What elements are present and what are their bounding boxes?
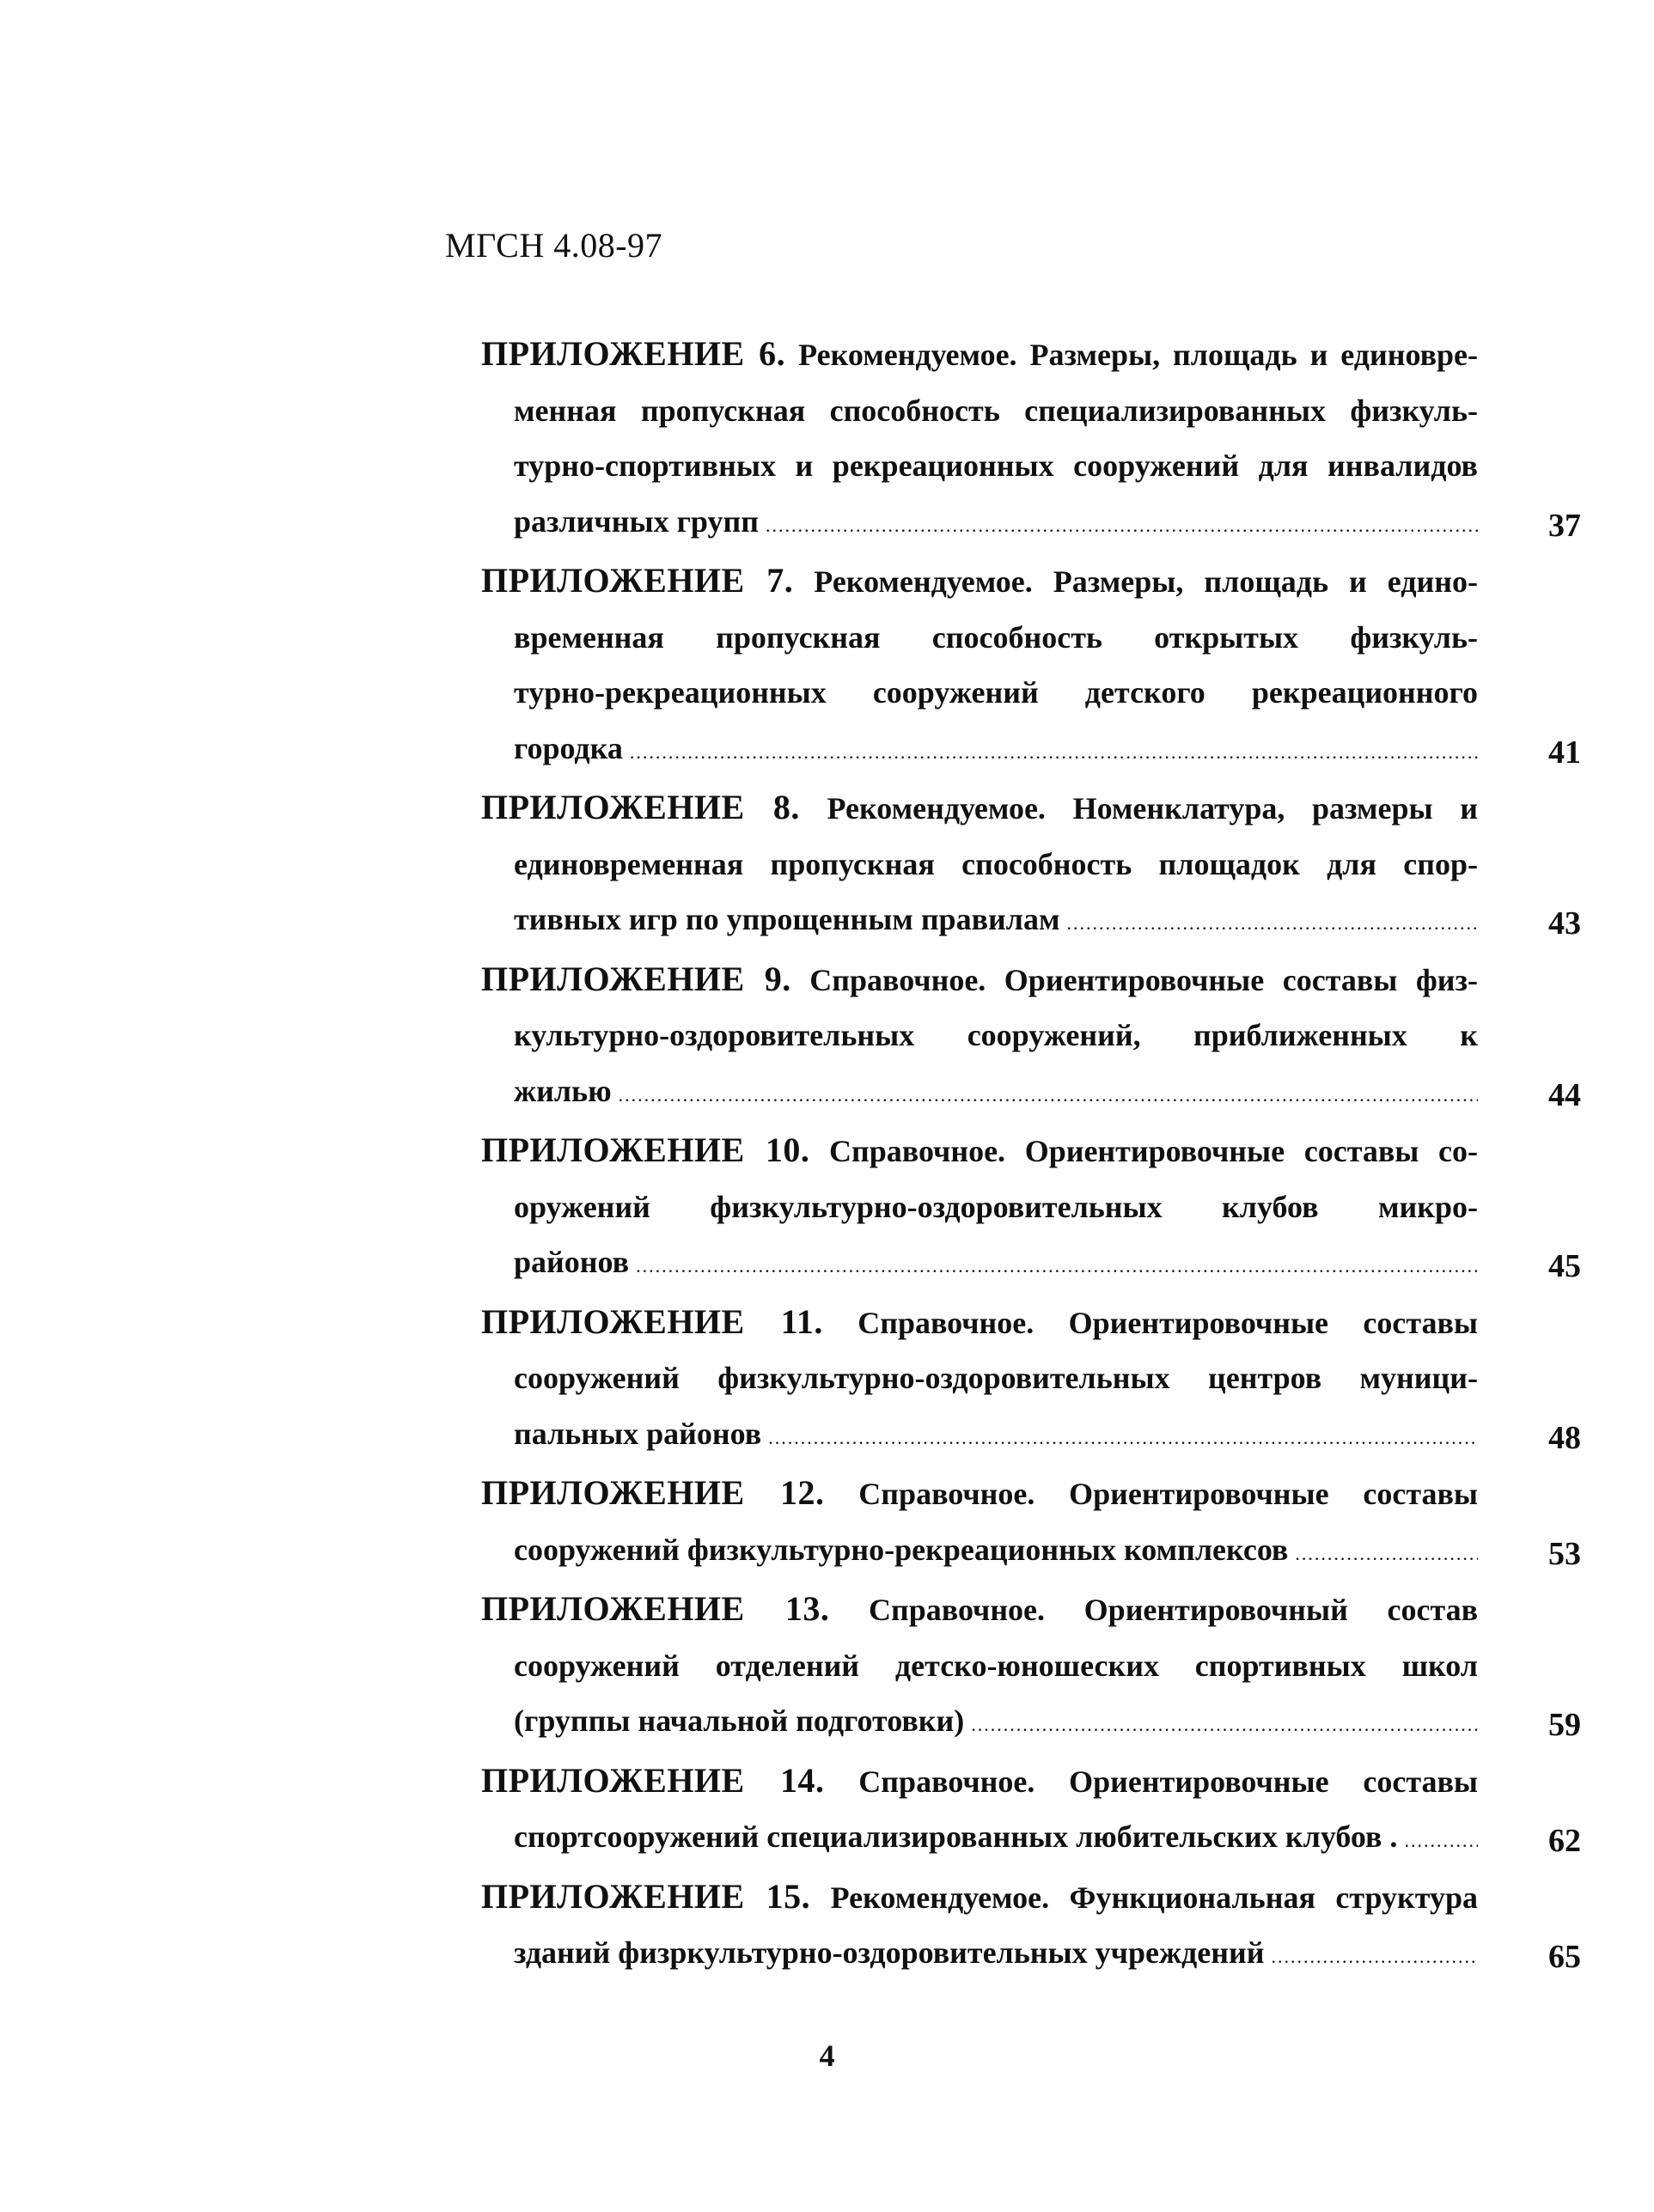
toc-entry-line — [481, 553, 1478, 610]
toc-entry-line — [481, 1123, 1478, 1179]
toc-entry-line — [481, 952, 1478, 1009]
toc-entry-line — [481, 1581, 1478, 1638]
appendix-label: ПРИЛОЖЕНИЕ 15. — [481, 1876, 811, 1916]
toc-entry-line — [481, 383, 1478, 439]
toc-entry — [481, 1466, 1581, 1581]
toc-entry-line — [481, 837, 1478, 893]
toc-line-text: турно-спортивных и рекреационных сооружений для инвалидов — [514, 448, 1478, 483]
dot-leader — [766, 498, 1478, 554]
toc-line-text: Рекомендуемое. Номенклатура, размеры и — [799, 791, 1478, 826]
toc-entry-text — [481, 1295, 1478, 1466]
page-number: 4 — [819, 2038, 835, 2073]
toc-entry-line — [481, 1179, 1478, 1235]
toc-line-text: городка — [514, 730, 623, 765]
appendix-label: ПРИЛОЖЕНИЕ 11. — [481, 1301, 823, 1341]
toc-entry-text — [481, 326, 1478, 553]
toc-page-number: 45 — [1548, 1248, 1581, 1284]
dot-leader — [971, 1697, 1478, 1753]
toc-entry-line — [481, 1638, 1478, 1694]
toc-entry-line — [481, 1753, 1478, 1810]
toc-line-text: сооружений физкультурно-оздоровительных центров муници- — [514, 1361, 1478, 1395]
dot-leader — [1066, 896, 1478, 952]
toc-entry-text — [481, 1869, 1478, 1985]
toc-line-text: сооружений отделений детско-юношеских спортивных школ — [514, 1648, 1478, 1683]
toc-entry-line — [481, 1008, 1478, 1063]
toc-entry-line — [481, 892, 1478, 952]
document-code: МГСН 4.08-97 — [445, 226, 663, 265]
toc-entry — [481, 780, 1581, 952]
dot-leader — [1271, 1929, 1478, 1985]
dot-leader — [768, 1411, 1478, 1466]
dot-leader — [1404, 1813, 1478, 1869]
toc-line-text: Справочное. Ориентировочные составы со- — [809, 1134, 1478, 1168]
toc-line-text: жилью — [514, 1073, 612, 1108]
toc-entry — [481, 553, 1581, 780]
dot-leader — [630, 725, 1478, 781]
toc-line-text: пальных районов — [514, 1416, 762, 1451]
toc-entry-line — [481, 1466, 1478, 1522]
toc-entry-line — [481, 1406, 1478, 1466]
toc-entry — [481, 326, 1581, 553]
toc-line-text: зданий физркультурно-оздоровительных учреждений — [514, 1935, 1265, 1970]
toc-entry-text — [481, 1123, 1478, 1295]
toc-entry — [481, 952, 1581, 1124]
toc-page-number: 59 — [1548, 1707, 1581, 1743]
toc-page-number: 41 — [1548, 734, 1581, 771]
toc-entry-line — [481, 610, 1478, 666]
appendix-label: ПРИЛОЖЕНИЕ 6. — [481, 334, 786, 373]
toc-entry-text — [481, 1466, 1478, 1581]
toc-entry — [481, 1753, 1581, 1869]
toc-line-text: сооружений физкультурно-рекреационных комплексов — [514, 1532, 1289, 1567]
appendix-label: ПРИЛОЖЕНИЕ 13. — [481, 1589, 830, 1628]
toc-line-text: культурно-оздоровительных сооружений, приближенных к — [514, 1018, 1478, 1052]
toc-entry-line — [481, 326, 1478, 383]
toc-line-text: турно-рекреационных сооружений детского рекреационного — [514, 675, 1478, 710]
toc-line-text: Справочное. Ориентировочные составы — [824, 1764, 1479, 1799]
toc-line-text: единовременная пропускная способность площадок для спор- — [514, 846, 1478, 881]
toc-entry-line — [481, 1522, 1478, 1582]
toc-page-number: 48 — [1548, 1419, 1581, 1456]
toc-entry — [481, 1869, 1581, 1985]
appendix-label: ПРИЛОЖЕНИЕ 10. — [481, 1130, 810, 1169]
toc-line-text: временная пропускная способность открытых физкуль- — [514, 619, 1478, 655]
toc-entry-line — [481, 665, 1478, 721]
toc-entry-text — [481, 1581, 1478, 1753]
dot-leader — [1295, 1526, 1478, 1582]
toc-line-text: Рекомендуемое. Функциональная структура — [810, 1880, 1479, 1915]
toc-line-text: Справочное. Ориентировочные составы физ- — [790, 962, 1478, 997]
toc-entry-line — [481, 1063, 1478, 1124]
toc-entry-line — [481, 780, 1478, 837]
appendix-label: ПРИЛОЖЕНИЕ 12. — [481, 1473, 825, 1512]
appendix-label: ПРИЛОЖЕНИЕ 7. — [481, 561, 794, 600]
toc-page-number: 53 — [1548, 1535, 1581, 1572]
toc-entry-line — [481, 1693, 1478, 1753]
toc-line-text: различных групп — [514, 503, 759, 539]
toc-line-text: Справочное. Ориентировочные составы — [824, 1477, 1479, 1511]
toc-line-text: Рекомендуемое. Размеры, площадь и едино- — [793, 564, 1478, 599]
toc-entry-line — [481, 1925, 1478, 1985]
appendix-label: ПРИЛОЖЕНИЕ 9. — [481, 959, 791, 998]
toc-entry-line — [481, 494, 1478, 554]
toc-entry-text — [481, 780, 1478, 952]
dot-leader — [619, 1068, 1478, 1124]
toc-line-text: Рекомендуемое. Размеры, площадь и единовре- — [785, 338, 1478, 372]
toc-line-text: тивных игр по упрощенным правилам — [514, 902, 1060, 936]
dot-leader — [636, 1239, 1478, 1295]
toc-entry-line — [481, 1809, 1478, 1869]
table-of-contents — [481, 326, 1581, 1985]
toc-entry-text — [481, 1753, 1478, 1869]
toc-entry-line — [481, 1295, 1478, 1351]
toc-page-number: 44 — [1548, 1076, 1581, 1113]
toc-page-number: 43 — [1548, 905, 1581, 941]
toc-line-text: спортсооружений специализированных любительских клубов . — [514, 1819, 1398, 1854]
toc-line-text: Справочное. Ориентировочные составы — [822, 1305, 1478, 1340]
toc-page-number: 65 — [1548, 1939, 1581, 1975]
toc-page-number: 62 — [1548, 1823, 1581, 1859]
toc-entry-text — [481, 553, 1478, 780]
toc-entry-line — [481, 1350, 1478, 1406]
toc-line-text: (группы начальной подготовки) — [514, 1703, 965, 1738]
toc-entry-line — [481, 1234, 1478, 1295]
appendix-label: ПРИЛОЖЕНИЕ 14. — [481, 1760, 825, 1800]
toc-page-number: 37 — [1548, 507, 1581, 544]
toc-entry — [481, 1581, 1581, 1753]
toc-line-text: оружений физкультурно-оздоровительных клубов микро- — [514, 1189, 1478, 1224]
toc-line-text: Справочное. Ориентировочный состав — [829, 1593, 1479, 1627]
toc-entry-text — [481, 952, 1478, 1124]
toc-entry-line — [481, 1869, 1478, 1926]
toc-line-text: менная пропускная способность специализированных физкуль- — [514, 393, 1478, 428]
toc-entry-line — [481, 721, 1478, 781]
toc-entry — [481, 1295, 1581, 1466]
appendix-label: ПРИЛОЖЕНИЕ 8. — [481, 788, 800, 826]
toc-line-text: районов — [514, 1245, 630, 1279]
toc-entry-line — [481, 438, 1478, 494]
toc-entry — [481, 1123, 1581, 1295]
